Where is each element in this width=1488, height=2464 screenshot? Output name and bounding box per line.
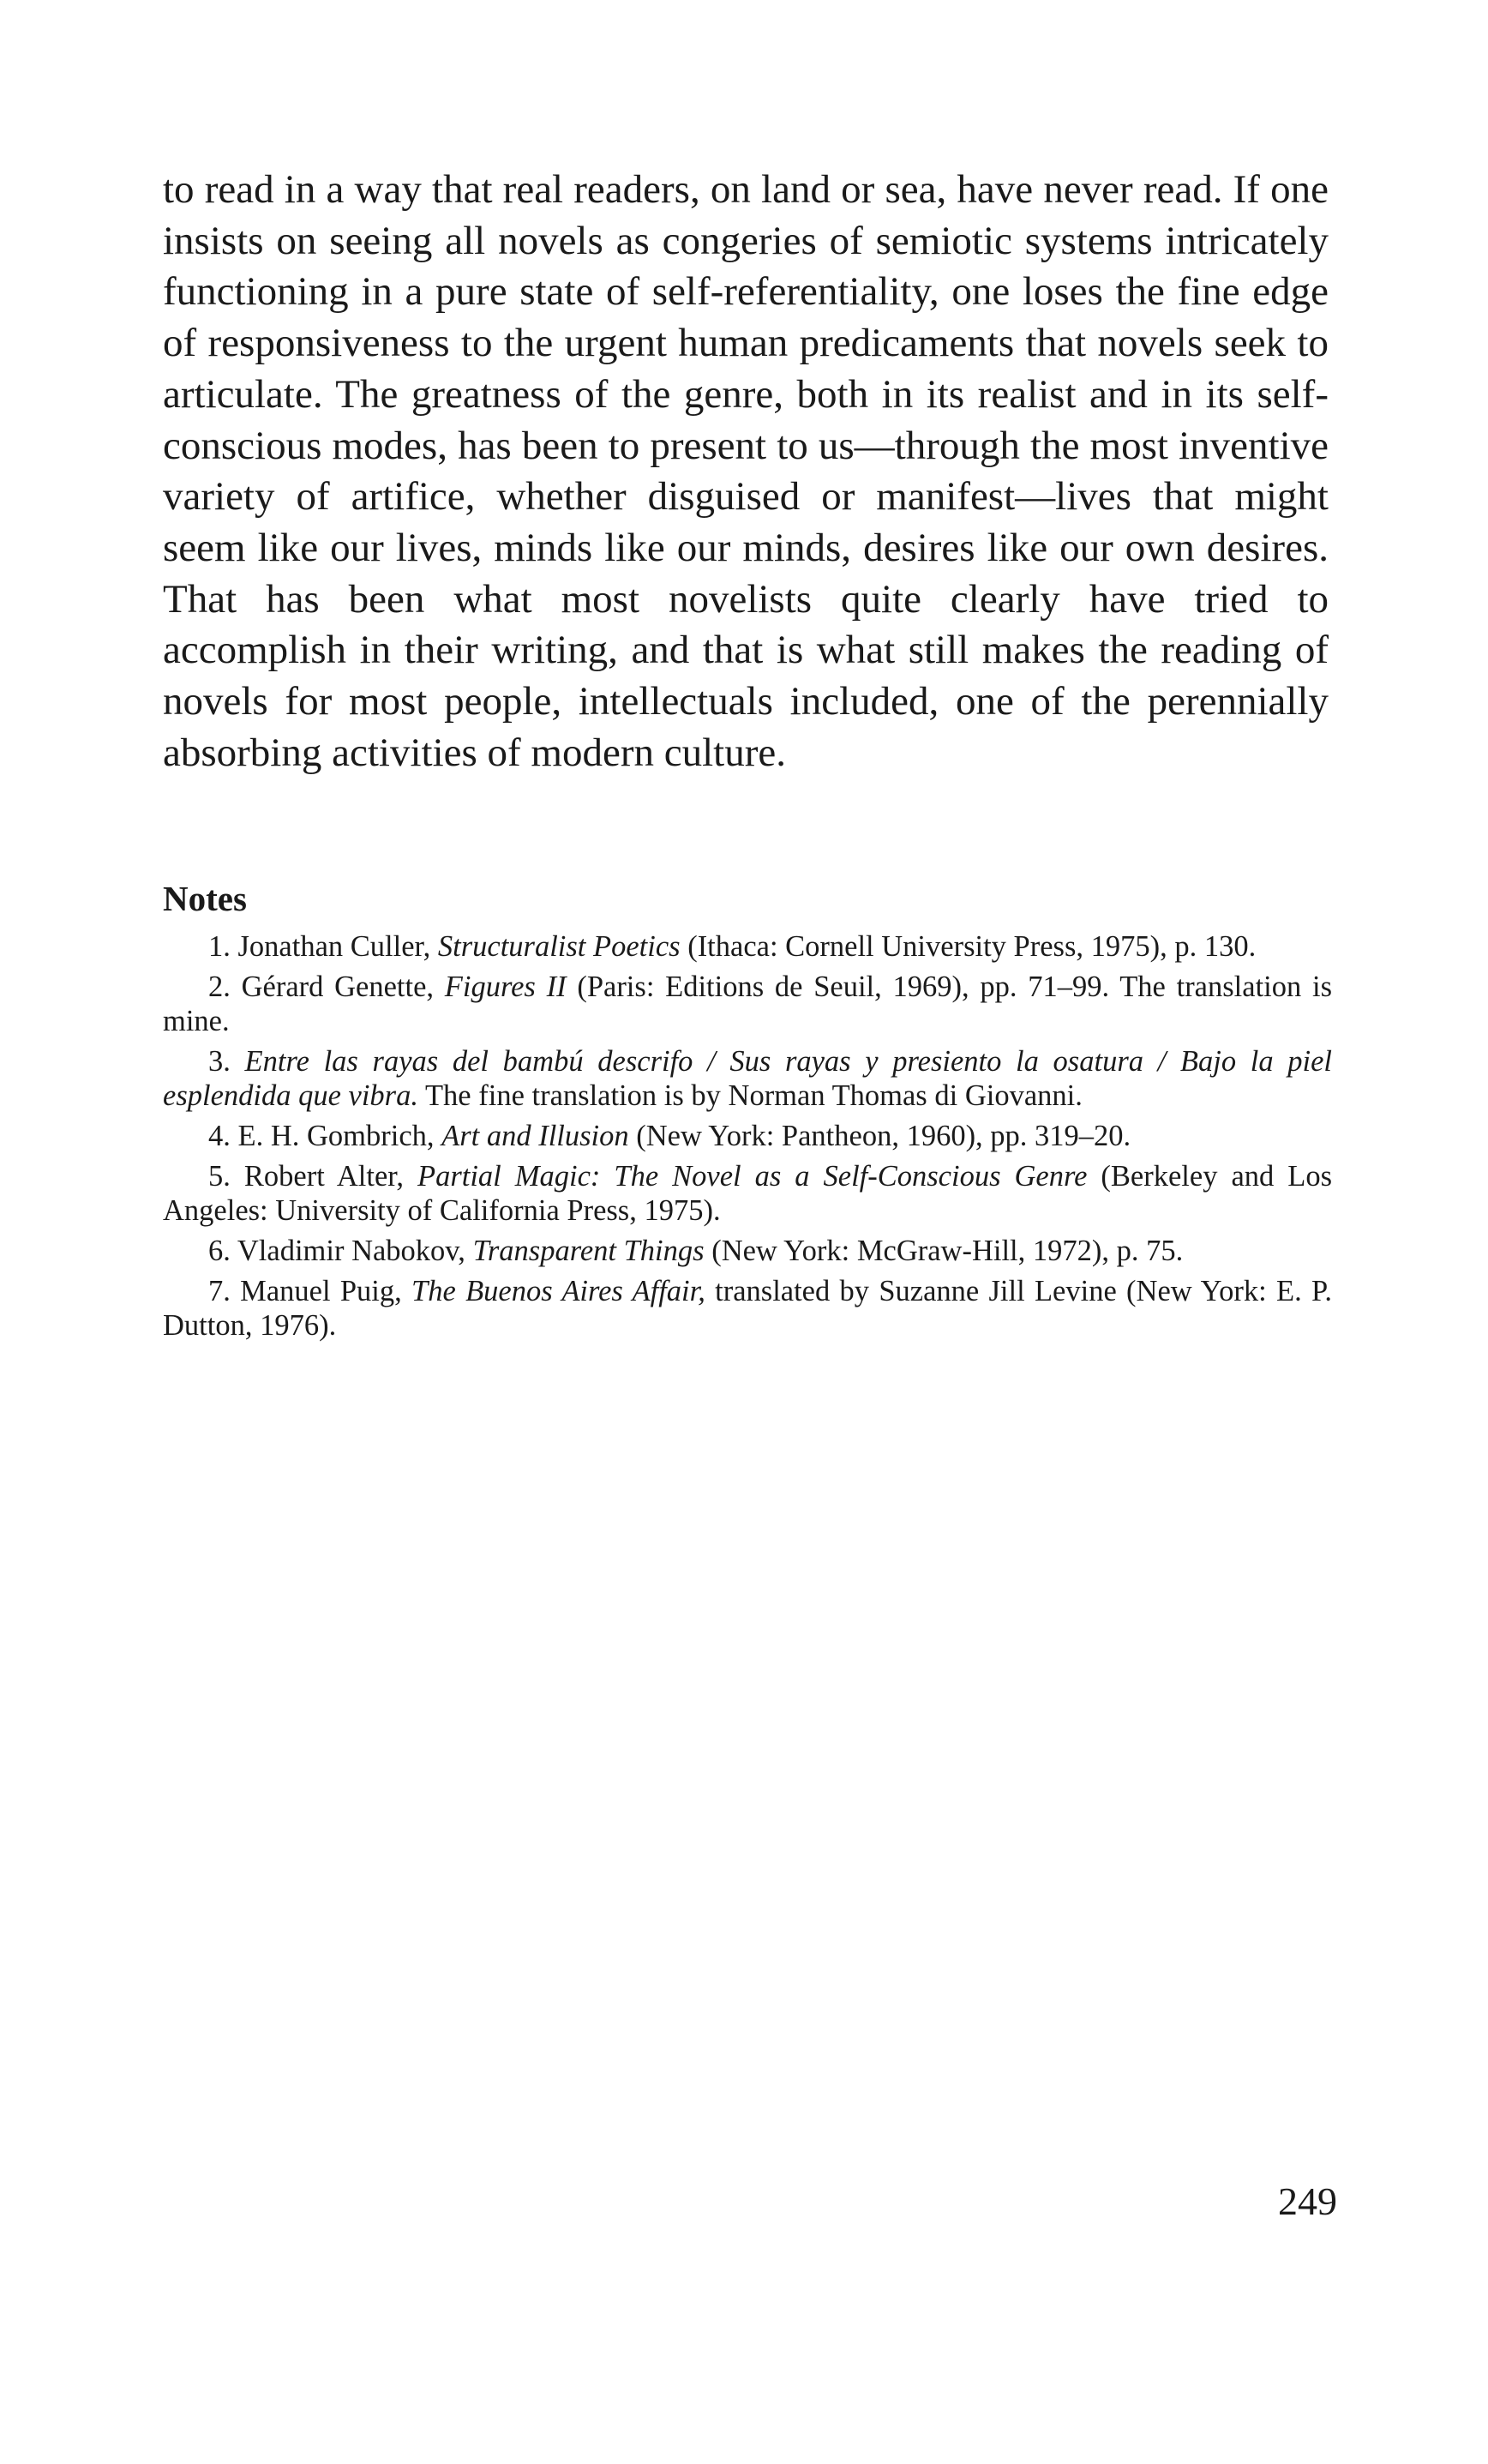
- note-text: (Paris: Editions de Seuil, 1969), pp. 71–99. The translation is mine.: [163, 971, 1333, 1037]
- note-text: Vladimir Nabokov,: [237, 1235, 473, 1267]
- notes-heading: Notes: [163, 879, 247, 918]
- note-number: 4.: [208, 1120, 231, 1152]
- notes-section: [163, 876, 1332, 1349]
- note-text: (New York: McGraw-Hill, 1972), p. 75.: [704, 1235, 1184, 1267]
- body-paragraph: to read in a way that real readers, on land or sea, have never read. If one insists on seeing all novels as congeries of semiotic systems intricately functioning in a pure state of self-referentiality, one loses the fine edge of responsiveness to the urgent human predicaments that novels seek to articulate. The greatness of the genre, both in its realist and in its self-conscious modes, has been to present to us—through the most inventive variety of artifice, whether disguised or manifest—lives that might seem like our lives, minds like our minds, desires like our own desires. That has been what most novelists quite clearly have tried to accomplish in their writing, and that is what still makes the reading of novels for most people, intellectuals included, one of the perennially absorbing activities of modern culture.: [163, 167, 1329, 775]
- note-text: (Berkeley and Los Angeles: University of California Press, 1975).: [163, 1160, 1333, 1227]
- note-title: Partial Magic: The Novel as a Self-Conscious Genre: [417, 1160, 1088, 1193]
- note-1: [163, 929, 1332, 964]
- note-4: [163, 1119, 1332, 1153]
- note-5: [163, 1159, 1332, 1228]
- note-text: (Ithaca: Cornell University Press, 1975), p. 130.: [680, 930, 1257, 963]
- note-number: 1.: [208, 930, 231, 963]
- note-title: Transparent Things: [472, 1235, 705, 1267]
- note-title: Structuralist Poetics: [437, 930, 681, 963]
- note-text: E. H. Gombrich,: [237, 1120, 442, 1152]
- note-7: [163, 1274, 1332, 1343]
- page-number: 249: [1278, 2179, 1337, 2223]
- note-2: [163, 970, 1332, 1038]
- note-title: Entre las rayas del bambú descrifo / Sus rayas y presiento la osatura / Bajo la piel esplendida que vibra.: [163, 1045, 1332, 1112]
- note-title: Figures II: [444, 971, 567, 1003]
- note-title: Art and Illusion: [441, 1120, 629, 1152]
- note-number: 3.: [208, 1045, 231, 1078]
- note-number: 7.: [208, 1275, 231, 1307]
- note-text: (New York: Pantheon, 1960), pp. 319–20.: [628, 1120, 1131, 1152]
- note-number: 6.: [208, 1235, 231, 1267]
- note-number: 2.: [208, 971, 231, 1003]
- note-title: The Buenos Aires Affair,: [411, 1275, 705, 1307]
- note-text: Gérard Genette,: [241, 971, 445, 1003]
- note-text: Robert Alter,: [243, 1160, 417, 1193]
- note-6: [163, 1234, 1332, 1268]
- note-3: [163, 1044, 1332, 1113]
- note-text: The fine translation is by Norman Thomas di Giovanni.: [417, 1079, 1083, 1112]
- notes-list: [163, 929, 1332, 1343]
- note-number: 5.: [208, 1160, 231, 1193]
- note-text: Manuel Puig,: [240, 1275, 412, 1307]
- note-text: Jonathan Culler,: [237, 930, 438, 963]
- note-text: translated by Suzanne Jill Levine (New York: E. P. Dutton, 1976).: [163, 1275, 1332, 1342]
